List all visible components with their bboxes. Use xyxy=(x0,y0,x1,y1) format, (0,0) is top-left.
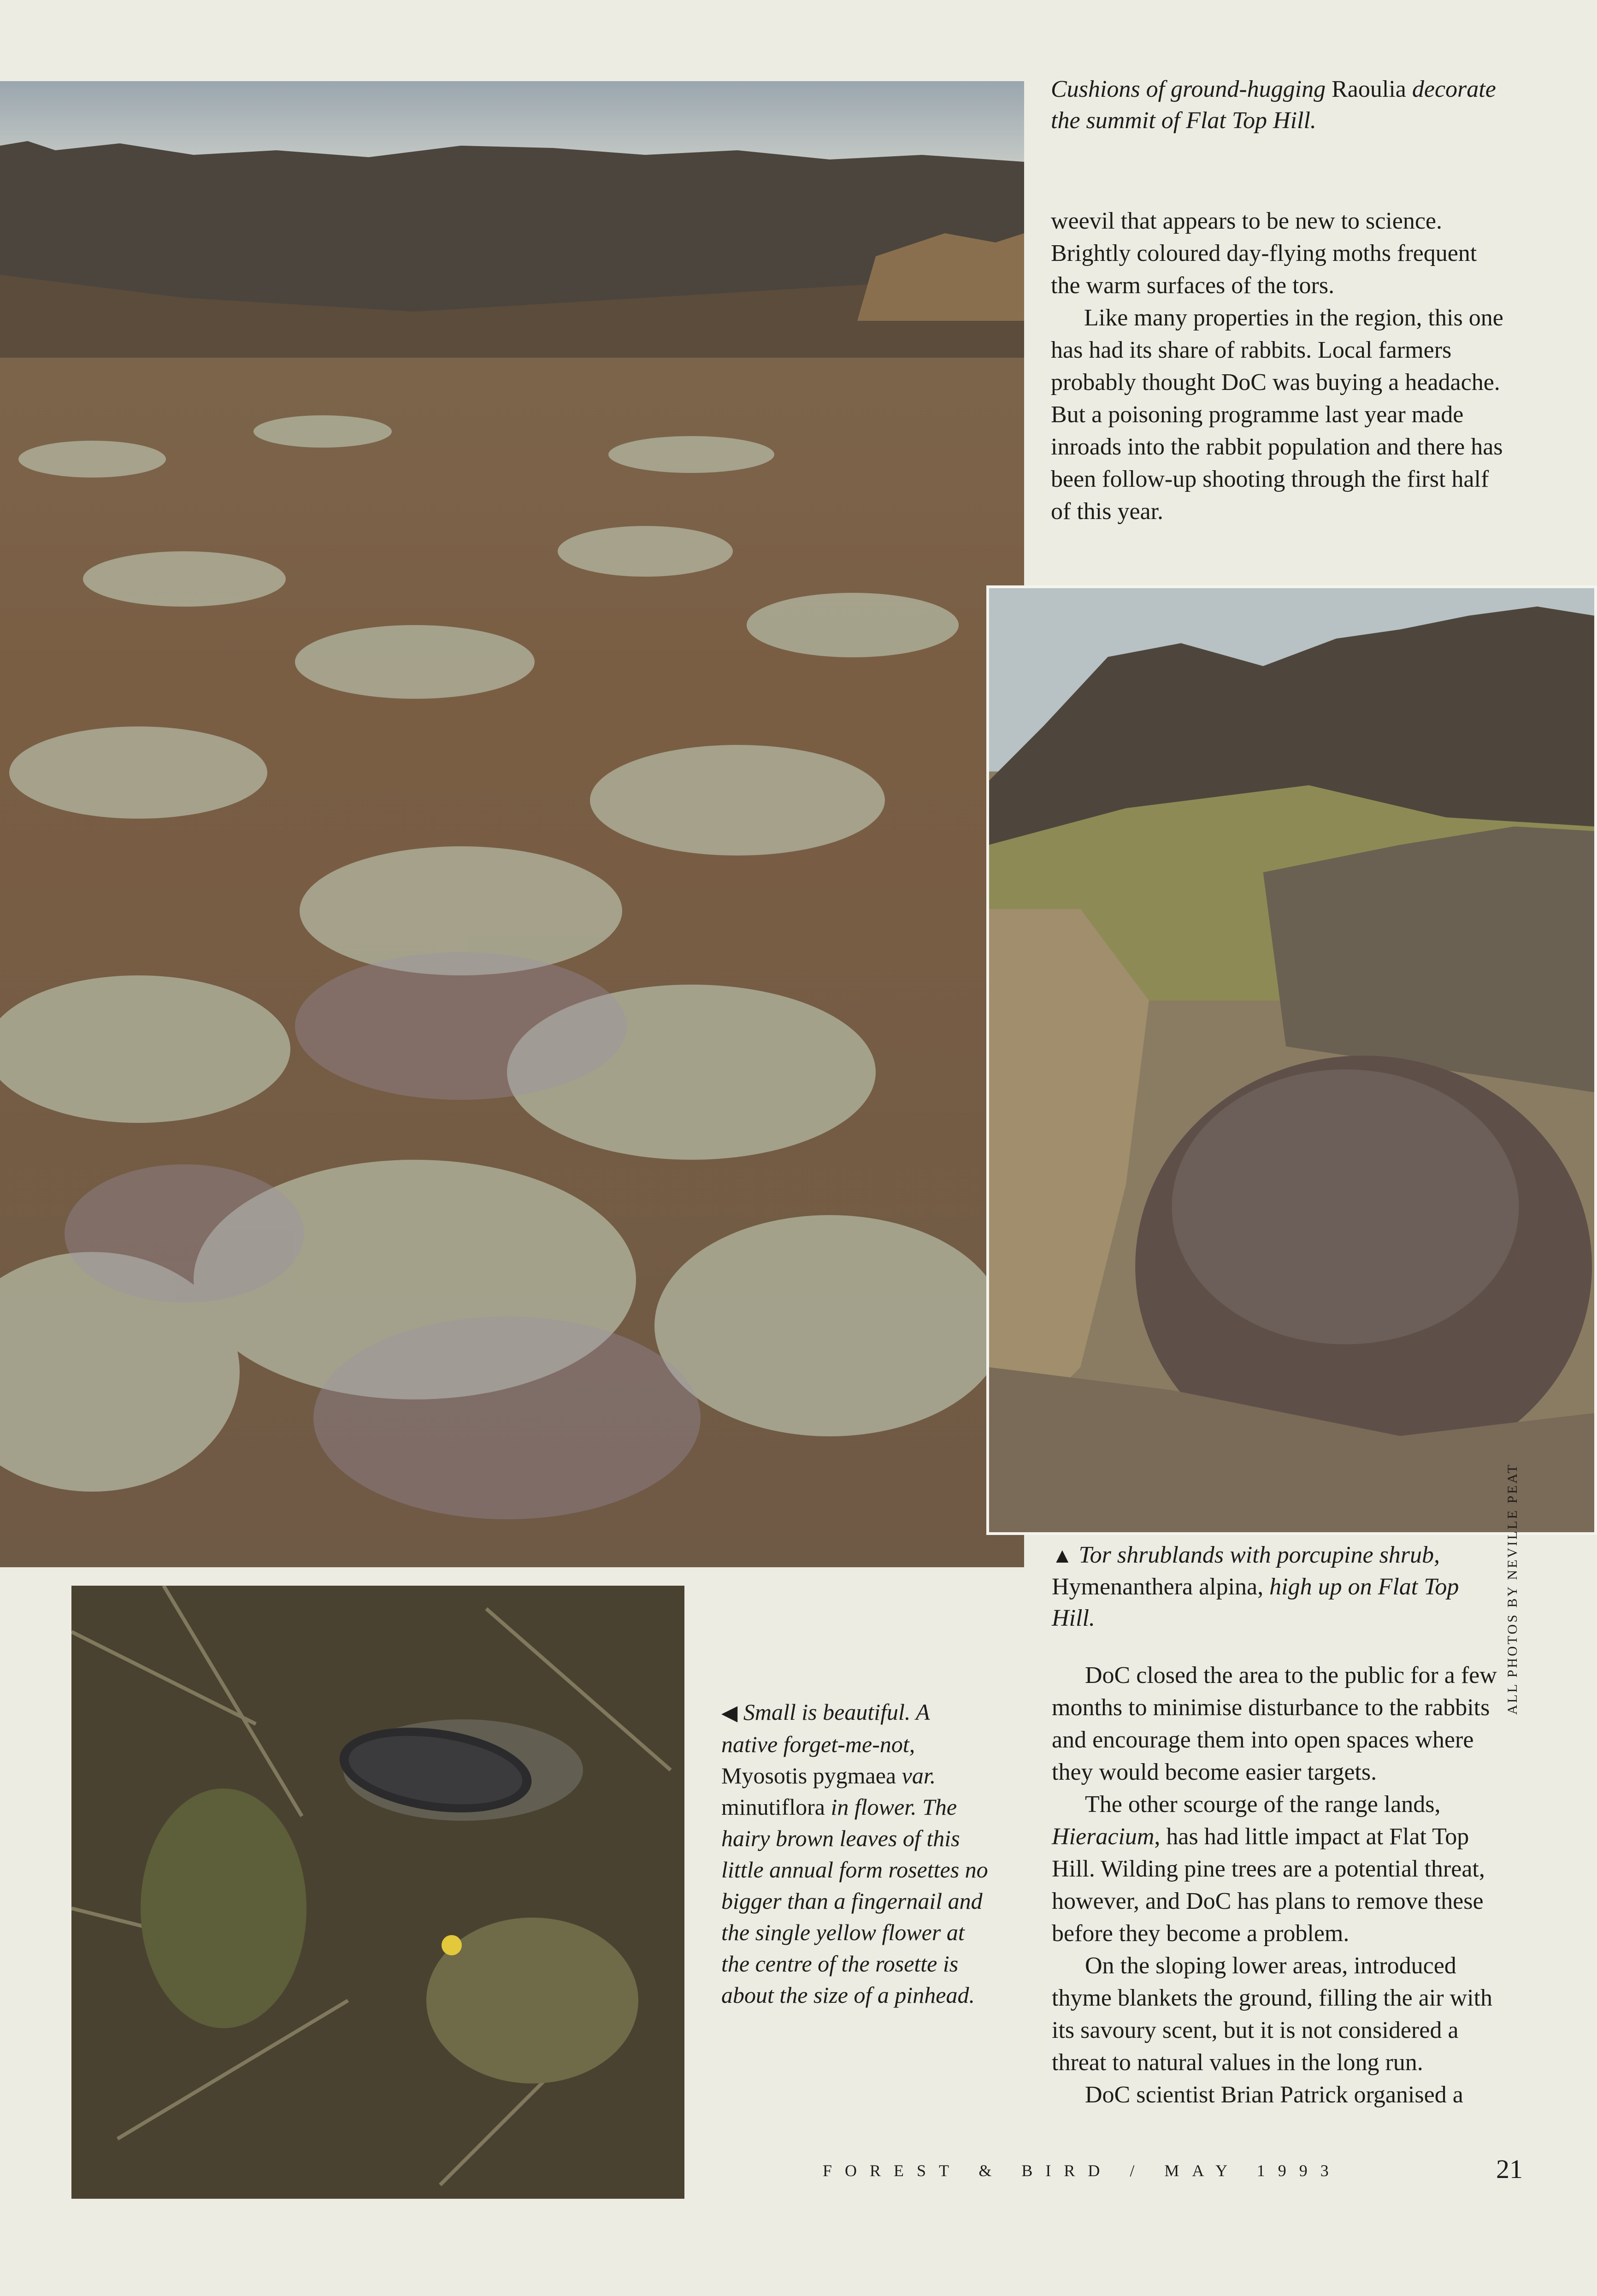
column-top-paragraph-1: weevil that appears to be new to science. Brightly coloured day-flying moths frequent the warm surfaces of the tors. xyxy=(1051,208,1477,299)
column-bottom-paragraph-1: DoC closed the area to the public for a few months to minimise disturbance to the rabbits and encourage them into open spaces where they would become easier targets. xyxy=(1052,1662,1497,1785)
column-top-text xyxy=(1051,205,1512,528)
raoulia-caption-part1: Cushions of ground-hugging xyxy=(1051,76,1332,102)
column-bottom-text xyxy=(1052,1659,1513,2111)
running-footer: FOREST & BIRD / MAY 1993 xyxy=(823,2161,1342,2180)
hieracium-term: Hieracium xyxy=(1052,1824,1155,1850)
column-bottom-paragraph-2c: , has had little impact at Flat Top Hill. Wilding pine trees are a potential threat, however, and DoC has plans to remove these before they become a problem. xyxy=(1052,1824,1485,1947)
raoulia-caption-part2: Raoulia xyxy=(1332,76,1406,102)
column-bottom-paragraph-4: DoC scientist Brian Patrick organised a xyxy=(1085,2082,1463,2108)
column-bottom-paragraph-3: On the sloping lower areas, introduced thyme blankets the ground, filling the air with its savoury scent, but it is not considered a threat to natural values in the long run. xyxy=(1052,1953,1493,2076)
forget-me-not-caption-part4: minutiflora xyxy=(721,1794,825,1820)
column-bottom-paragraph-2a: The other scourge of the range lands, xyxy=(1085,1791,1441,1818)
raoulia-caption-part3: decorate the summit of Flat Top Hill. xyxy=(1051,76,1496,134)
forget-me-not-caption-part5: in flower. The hairy brown leaves of this little annual form rosettes no bigger than a fingernail and the single yellow flower at the centre of the rosette is about the size of a pinhead. xyxy=(721,1794,988,2008)
raoulia-summit-photo-image xyxy=(0,81,1024,1567)
forget-me-not-caption xyxy=(721,1696,989,2011)
triangle-left-icon: ◀ xyxy=(721,1701,738,1724)
tor-caption-part3: high up on Flat Top Hill. xyxy=(1052,1574,1459,1631)
column-bottom-paragraph-2 xyxy=(1052,1788,1513,1950)
raoulia-summit-photo xyxy=(0,81,1024,1567)
photo-credit: ALL PHOTOS BY NEVILLE PEAT xyxy=(1505,1463,1520,1715)
forget-me-not-caption-part2: Myosotis pygmaea xyxy=(721,1763,896,1788)
tor-caption xyxy=(1052,1540,1494,1634)
forget-me-not-photo-image xyxy=(71,1586,684,2199)
column-top-paragraph-2: Like many properties in the region, this one has had its share of rabbits. Local farmers probably thought DoC was buying a headache. But a poisoning programme last year made inroads into the rabbit population and there has been follow-up shooting through the first half of this year. xyxy=(1051,305,1503,525)
tor-caption-part1: Tor shrublands with porcupine shrub, xyxy=(1073,1542,1440,1568)
tor-caption-part2: Hymenanthera alpina, xyxy=(1052,1574,1264,1600)
forget-me-not-caption-part1: Small is beautiful. A native forget-me-not, xyxy=(721,1699,930,1757)
tor-shrubland-photo-image xyxy=(989,588,1594,1532)
forget-me-not-caption-part3: var. xyxy=(896,1763,936,1788)
page-number: 21 xyxy=(1496,2154,1523,2184)
raoulia-caption xyxy=(1051,74,1526,136)
triangle-up-icon: ▲ xyxy=(1052,1544,1073,1567)
forget-me-not-photo xyxy=(71,1586,684,2199)
